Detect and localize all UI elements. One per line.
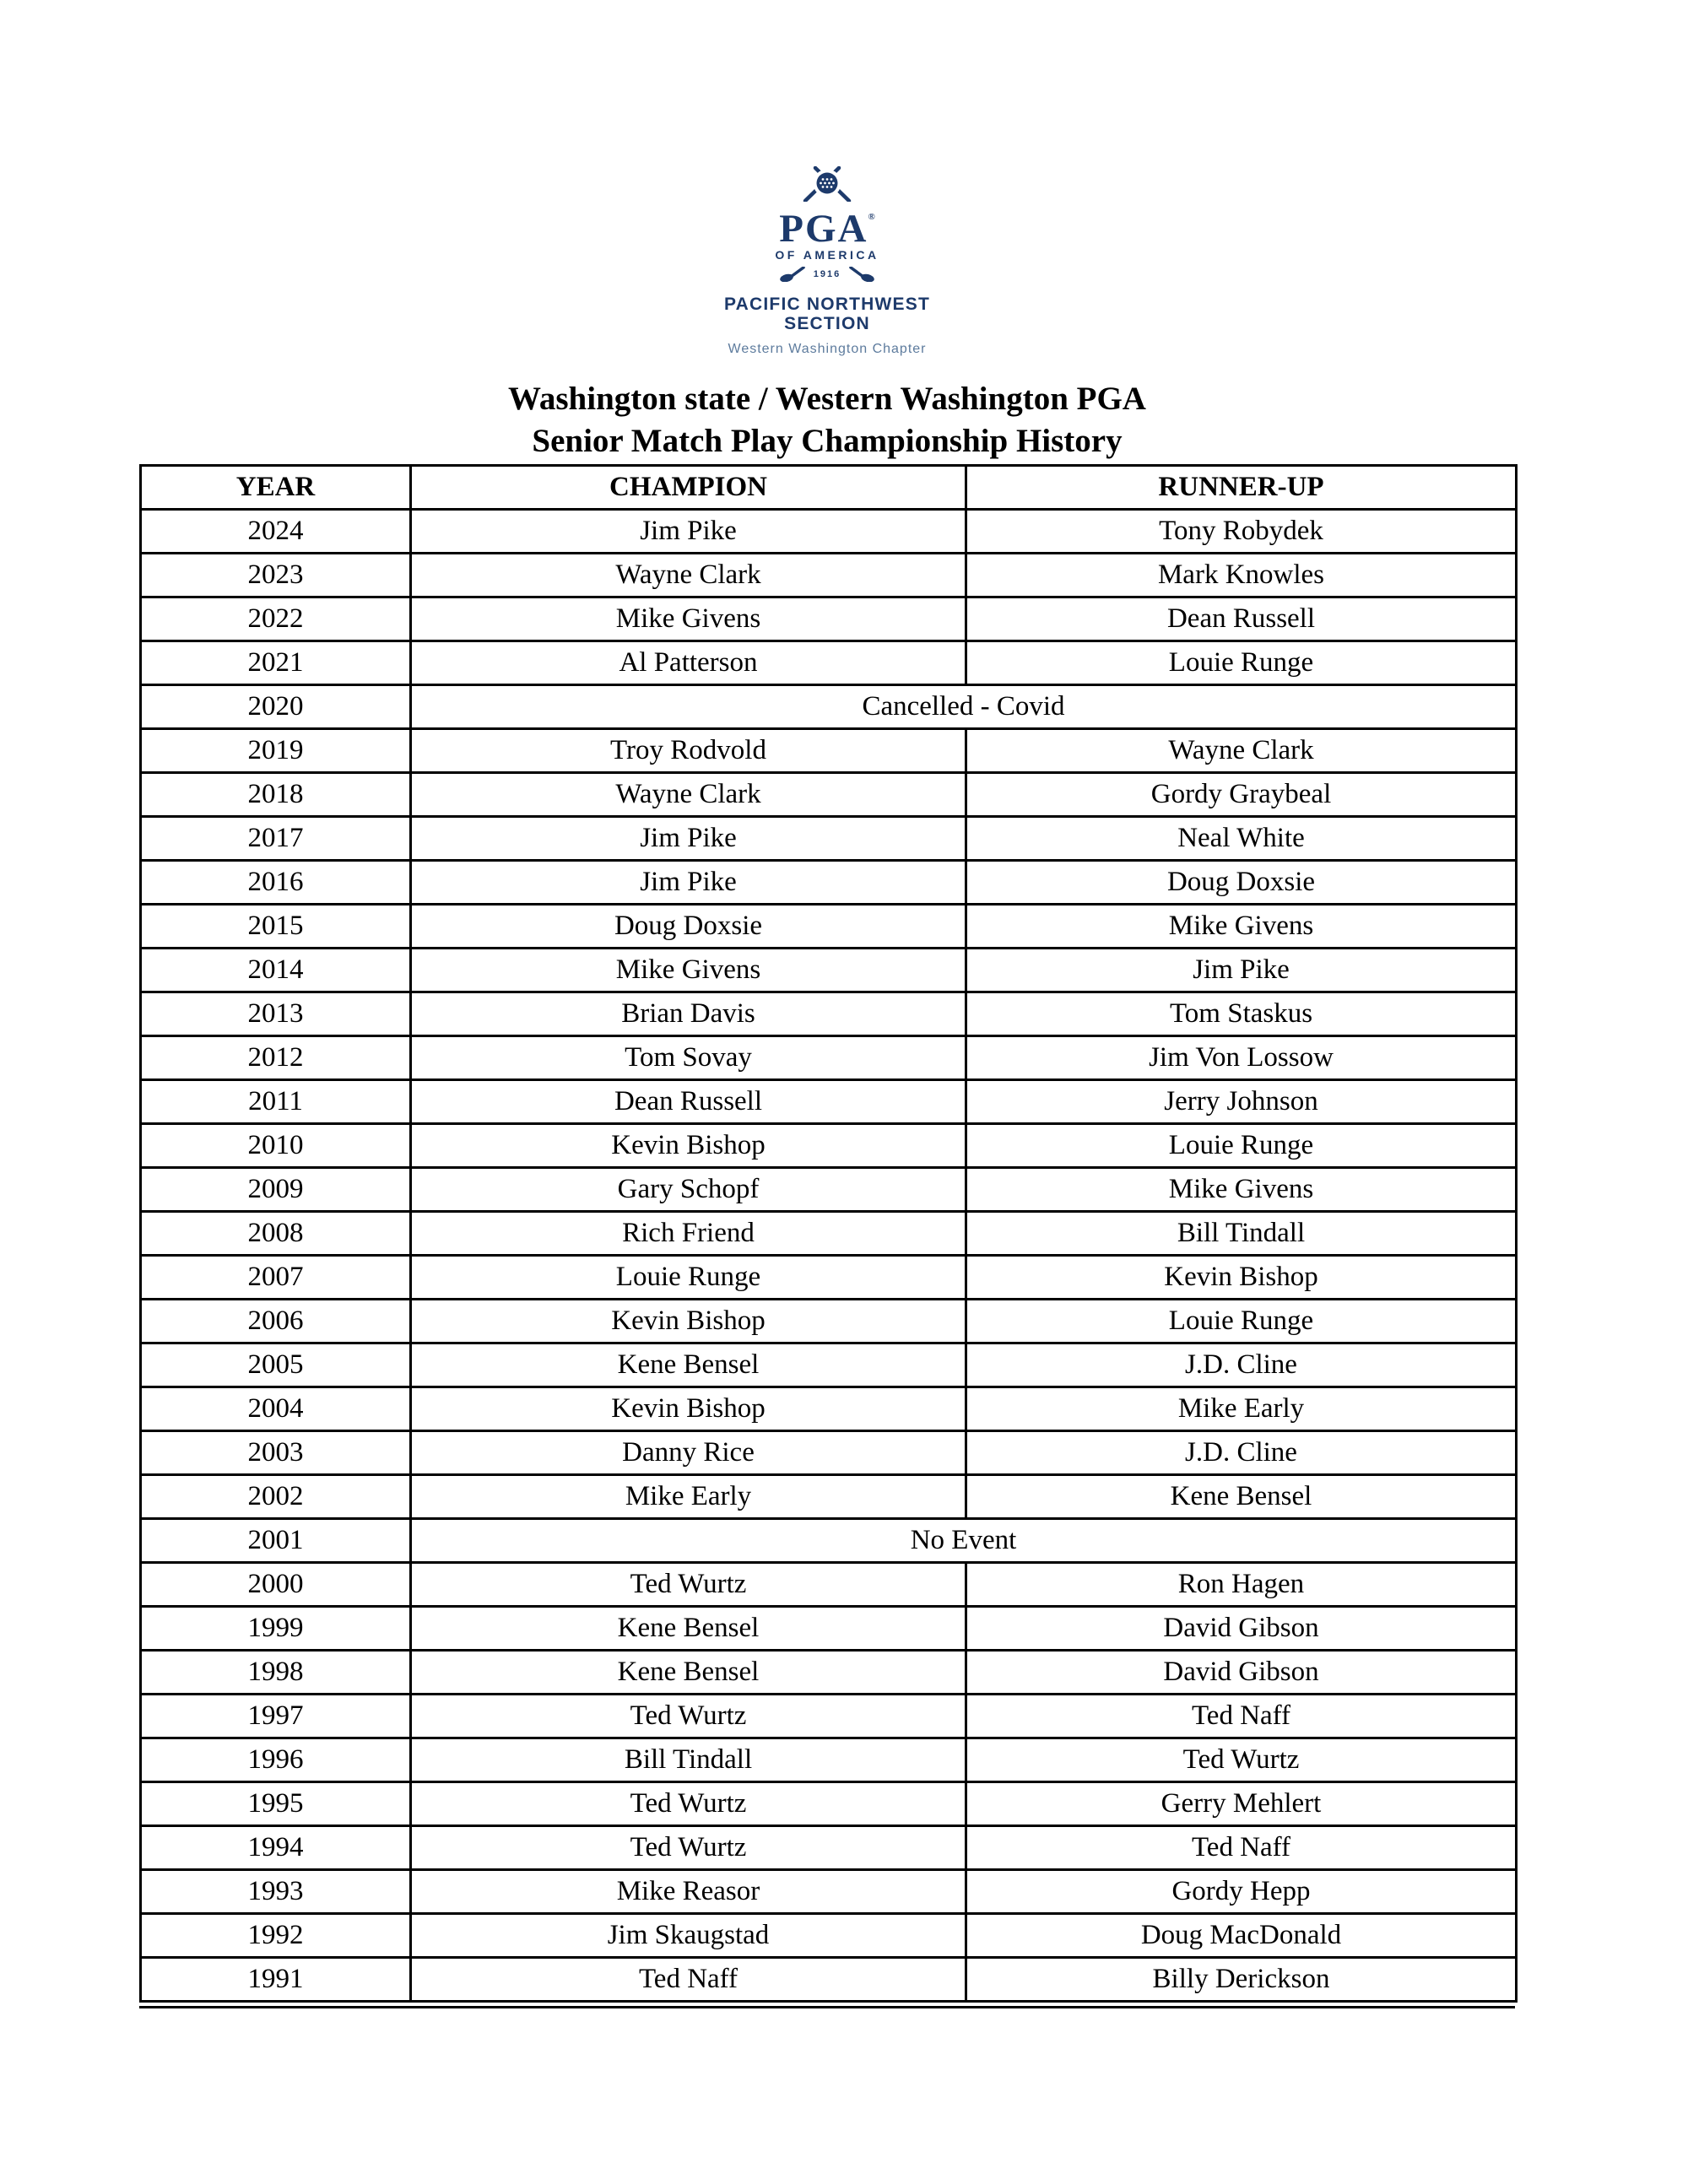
table-row: [141, 1431, 1517, 1475]
year-cell: 1995: [141, 1782, 411, 1826]
champion-cell: Jim Pike: [411, 861, 966, 905]
year-cell: 2003: [141, 1431, 411, 1475]
champion-cell: Brian Davis: [411, 992, 966, 1036]
founded-year: 1916: [813, 269, 841, 279]
history-table-body: [141, 510, 1517, 2002]
table-row: [141, 1607, 1517, 1651]
year-cell: 2024: [141, 510, 411, 554]
history-table: [139, 464, 1518, 2003]
page-title-line1: Washington state / Western Washington PGA: [508, 381, 1146, 417]
page-title: [139, 378, 1515, 462]
champion-cell: Mike Reasor: [411, 1870, 966, 1914]
table-row: [141, 510, 1517, 554]
year-cell: 2001: [141, 1519, 411, 1563]
golf-club-right-icon: [849, 267, 874, 282]
table-row: [141, 1563, 1517, 1607]
runner-up-cell: Jerry Johnson: [966, 1080, 1517, 1124]
runner-up-cell: Kene Bensel: [966, 1475, 1517, 1519]
year-cell: 2013: [141, 992, 411, 1036]
champion-cell: Kene Bensel: [411, 1651, 966, 1695]
runner-up-cell: Gordy Graybeal: [966, 773, 1517, 817]
runner-up-cell: Tom Staskus: [966, 992, 1517, 1036]
of-america-label: OF AMERICA: [775, 248, 879, 262]
pga-wordmark: PGA®: [779, 207, 875, 251]
runner-up-cell: Ted Wurtz: [966, 1738, 1517, 1782]
champion-cell: Doug Doxsie: [411, 905, 966, 949]
year-cell: 2012: [141, 1036, 411, 1080]
year-cell: 2022: [141, 597, 411, 641]
year-cell: 2007: [141, 1256, 411, 1300]
table-bottom-rule: [139, 2006, 1515, 2008]
year-cell: 2006: [141, 1300, 411, 1343]
runner-up-cell: Wayne Clark: [966, 729, 1517, 773]
runner-up-cell: Gordy Hepp: [966, 1870, 1517, 1914]
year-cell: 2023: [141, 554, 411, 597]
champion-cell: Kene Bensel: [411, 1607, 966, 1651]
champion-cell: Dean Russell: [411, 1080, 966, 1124]
year-cell: 2020: [141, 685, 411, 729]
runner-up-cell: J.D. Cline: [966, 1431, 1517, 1475]
champion-cell: Ted Wurtz: [411, 1563, 966, 1607]
table-row: [141, 817, 1517, 861]
table-row: [141, 1651, 1517, 1695]
champion-cell: Tom Sovay: [411, 1036, 966, 1080]
runner-up-cell: Bill Tindall: [966, 1212, 1517, 1256]
table-row: [141, 1343, 1517, 1387]
table-row: [141, 1168, 1517, 1212]
pga-logo: [139, 166, 1515, 358]
runner-up-cell: Billy Derickson: [966, 1958, 1517, 2002]
table-row: [141, 597, 1517, 641]
champion-cell: Kene Bensel: [411, 1343, 966, 1387]
runner-up-cell: David Gibson: [966, 1607, 1517, 1651]
section-line2: SECTION: [784, 314, 870, 333]
golf-ball-and-crossed-clubs-icon: [776, 166, 878, 202]
champion-cell: Wayne Clark: [411, 554, 966, 597]
table-row: [141, 992, 1517, 1036]
table-row: [141, 1300, 1517, 1343]
runner-up-cell: Ted Naff: [966, 1695, 1517, 1738]
champion-cell: Ted Wurtz: [411, 1782, 966, 1826]
runner-up-cell: Louie Runge: [966, 1300, 1517, 1343]
year-cell: 2015: [141, 905, 411, 949]
champion-cell: Mike Givens: [411, 597, 966, 641]
table-row: [141, 1738, 1517, 1782]
registered-trademark: ®: [868, 212, 875, 222]
year-cell: 2005: [141, 1343, 411, 1387]
champion-cell: Kevin Bishop: [411, 1387, 966, 1431]
runner-up-cell: Ted Naff: [966, 1826, 1517, 1870]
table-row: [141, 949, 1517, 992]
champion-cell: Ted Wurtz: [411, 1826, 966, 1870]
runner-up-cell: Kevin Bishop: [966, 1256, 1517, 1300]
year-cell: 2017: [141, 817, 411, 861]
year-cell: 1998: [141, 1651, 411, 1695]
golf-club-left-icon: [780, 267, 805, 282]
champion-cell: Troy Rodvold: [411, 729, 966, 773]
champion-cell: Ted Naff: [411, 1958, 966, 2002]
champion-cell: Ted Wurtz: [411, 1695, 966, 1738]
runner-up-cell: Tony Robydek: [966, 510, 1517, 554]
year-cell: 1996: [141, 1738, 411, 1782]
page-title-line2: Senior Match Play Championship History: [532, 423, 1123, 459]
year-cell: 1997: [141, 1695, 411, 1738]
runner-up-cell: J.D. Cline: [966, 1343, 1517, 1387]
runner-up-cell: David Gibson: [966, 1651, 1517, 1695]
champion-cell: Bill Tindall: [411, 1738, 966, 1782]
section-name: [139, 295, 1515, 333]
table-row: [141, 861, 1517, 905]
year-cell: 2019: [141, 729, 411, 773]
year-cell: 2004: [141, 1387, 411, 1431]
table-row: [141, 1826, 1517, 1870]
runner-up-cell: Louie Runge: [966, 641, 1517, 685]
merged-note-cell: Cancelled - Covid: [411, 685, 1517, 729]
year-cell: 2009: [141, 1168, 411, 1212]
champion-cell: Mike Early: [411, 1475, 966, 1519]
year-cell: 2008: [141, 1212, 411, 1256]
table-row: [141, 554, 1517, 597]
champion-cell: Kevin Bishop: [411, 1300, 966, 1343]
table-row: [141, 1212, 1517, 1256]
merged-note-cell: No Event: [411, 1519, 1517, 1563]
table-row: [141, 1519, 1517, 1563]
table-row: [141, 641, 1517, 685]
year-cell: 2002: [141, 1475, 411, 1519]
table-row: [141, 729, 1517, 773]
champion-cell: Kevin Bishop: [411, 1124, 966, 1168]
runner-up-cell: Mike Early: [966, 1387, 1517, 1431]
runner-up-cell: Louie Runge: [966, 1124, 1517, 1168]
runner-up-cell: Jim Pike: [966, 949, 1517, 992]
table-row: [141, 1870, 1517, 1914]
runner-up-header: RUNNER-UP: [966, 466, 1517, 510]
runner-up-cell: Jim Von Lossow: [966, 1036, 1517, 1080]
founded-row: [139, 267, 1515, 282]
champion-cell: Mike Givens: [411, 949, 966, 992]
year-cell: 1992: [141, 1914, 411, 1958]
table-row: [141, 1914, 1517, 1958]
table-row: [141, 1080, 1517, 1124]
champion-cell: Al Patterson: [411, 641, 966, 685]
runner-up-cell: Ron Hagen: [966, 1563, 1517, 1607]
runner-up-cell: Mike Givens: [966, 905, 1517, 949]
champion-cell: Jim Pike: [411, 817, 966, 861]
champion-header: CHAMPION: [411, 466, 966, 510]
runner-up-cell: Doug Doxsie: [966, 861, 1517, 905]
chapter-name: Western Washington Chapter: [728, 342, 927, 356]
table-row: [141, 1387, 1517, 1431]
year-cell: 1994: [141, 1826, 411, 1870]
table-row: [141, 1958, 1517, 2002]
runner-up-cell: Gerry Mehlert: [966, 1782, 1517, 1826]
table-row: [141, 905, 1517, 949]
champion-cell: Louie Runge: [411, 1256, 966, 1300]
year-cell: 2010: [141, 1124, 411, 1168]
runner-up-cell: Doug MacDonald: [966, 1914, 1517, 1958]
champion-cell: Gary Schopf: [411, 1168, 966, 1212]
table-row: [141, 1475, 1517, 1519]
champion-cell: Rich Friend: [411, 1212, 966, 1256]
table-header-row: [141, 466, 1517, 510]
runner-up-cell: Neal White: [966, 817, 1517, 861]
year-header: YEAR: [141, 466, 411, 510]
runner-up-cell: Mike Givens: [966, 1168, 1517, 1212]
section-line1: PACIFIC NORTHWEST: [724, 295, 930, 314]
year-cell: 1999: [141, 1607, 411, 1651]
year-cell: 2011: [141, 1080, 411, 1124]
year-cell: 2018: [141, 773, 411, 817]
runner-up-cell: Mark Knowles: [966, 554, 1517, 597]
table-row: [141, 773, 1517, 817]
table-row: [141, 1124, 1517, 1168]
table-row: [141, 1256, 1517, 1300]
year-cell: 2021: [141, 641, 411, 685]
table-row: [141, 1036, 1517, 1080]
table-row: [141, 1695, 1517, 1738]
champion-cell: Wayne Clark: [411, 773, 966, 817]
year-cell: 1993: [141, 1870, 411, 1914]
champion-cell: Danny Rice: [411, 1431, 966, 1475]
year-cell: 2014: [141, 949, 411, 992]
table-row: [141, 1782, 1517, 1826]
champion-cell: Jim Pike: [411, 510, 966, 554]
year-cell: 2016: [141, 861, 411, 905]
year-cell: 1991: [141, 1958, 411, 2002]
runner-up-cell: Dean Russell: [966, 597, 1517, 641]
year-cell: 2000: [141, 1563, 411, 1607]
document-content: [139, 0, 1515, 2008]
champion-cell: Jim Skaugstad: [411, 1914, 966, 1958]
table-row: [141, 685, 1517, 729]
